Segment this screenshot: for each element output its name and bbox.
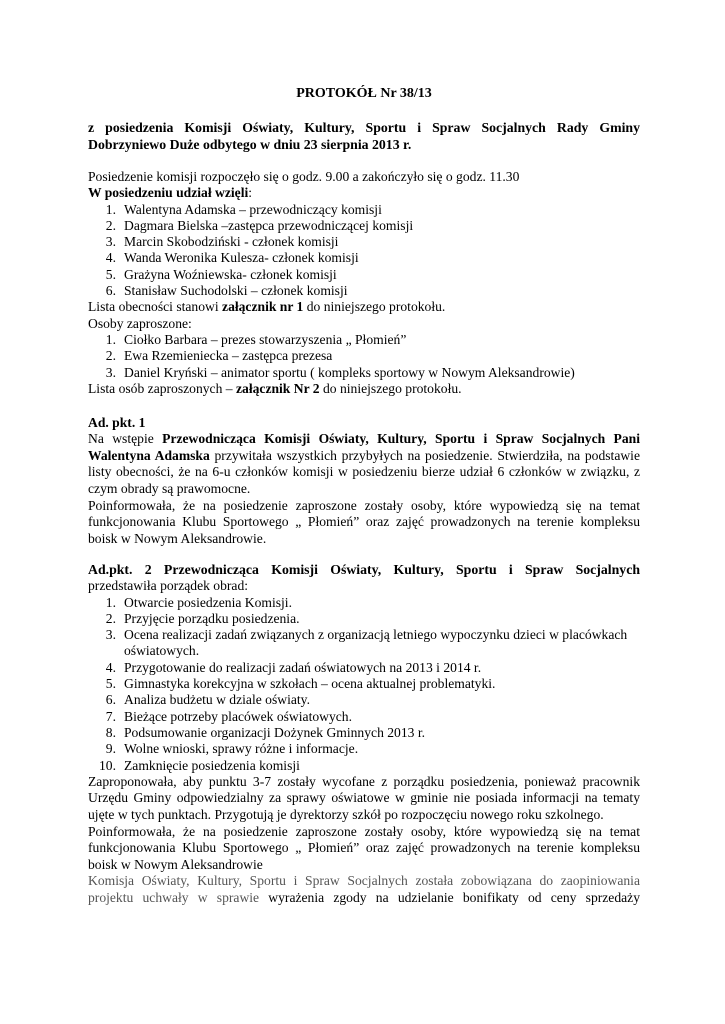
list-item-text: Grażyna Woźniewska- członek komisji — [124, 266, 337, 282]
list-item-text: Ocena realizacji zadań związanych z organizacją letniego wypoczynku dzieci w placówkach oświatowych. — [124, 627, 628, 659]
invited-list-post: do niniejszego protokołu. — [319, 380, 462, 396]
list-item-text: Przyjęcie porządku posiedzenia. — [124, 610, 300, 626]
list-item — [88, 283, 640, 299]
list-item — [88, 709, 640, 725]
participants-heading-line — [88, 185, 640, 201]
list-number: 9. — [105, 741, 116, 757]
list-item-text: Wanda Weronika Kulesza- członek komisji — [124, 250, 359, 266]
list-number: 2. — [105, 217, 116, 233]
list-number: 3. — [105, 234, 116, 250]
list-item-text: Ewa Rzemieniecka – zastępca prezesa — [124, 348, 333, 364]
ad-pkt-2-heading-rest: Przewodnicząca Komisji Oświaty, Kultury, Sportu i Spraw Socjalnych — [151, 562, 640, 577]
attendance-post: do niniejszego protokołu. — [303, 299, 446, 315]
ad-pkt-1-p1-bold: Przewodnicząca Komisji Oświaty, Kultury, Sportu i Spraw Socjalnych Pani Walentyna Adamska — [88, 431, 640, 463]
list-number: 1. — [105, 594, 116, 610]
attendance-line — [88, 299, 640, 315]
ad-pkt-2-paragraph-3 — [88, 873, 640, 906]
ad-pkt-2-heading-line — [88, 562, 640, 578]
meeting-time: Posiedzenie komisji rozpoczęło się o godz. 9.00 a zakończyło się o godz. 11.30 — [88, 169, 520, 184]
ad-pkt-2-p3-dark: wyrażenia zgody na udzielanie bonifikaty od ceny sprzedaży — [268, 890, 640, 906]
list-item-text: Otwarcie posiedzenia Komisji. — [124, 594, 292, 610]
ad-pkt-2-paragraph-1: Zaproponowała, aby punktu 3-7 zostały wycofane z porządku posiedzenia, ponieważ pracownik Urzędu Gminy odpowiedzialny za sprawy oświatowe w gminie nie posiada informacji na tematy ujęte w tych punktach. Przygotują je dyrektorzy szkół po rozpoczęciu nowego roku szkolnego. — [88, 773, 640, 823]
list-item-text: Ciołko Barbara – prezes stowarzyszenia „ Płomień” — [124, 331, 407, 347]
list-number: 7. — [105, 708, 116, 724]
list-item — [88, 627, 640, 660]
list-item — [88, 332, 640, 348]
list-number: 2. — [105, 610, 116, 626]
invited-list-pre: Lista osób zaproszonych – — [88, 380, 236, 396]
ad-pkt-1-p1-post: przywitała wszystkich przybyłych na posiedzenie. Stwierdziła, na podstawie listy obecności, że na 6-u członków komisji w posiedzeniu bierze udział 6 członków w związku, z czym obrady są prawomocne. — [88, 447, 640, 497]
list-item — [88, 725, 640, 741]
list-item-text: Gimnastyka korekcyjna w szkołach – ocena aktualnej problematyki. — [124, 676, 496, 692]
list-item — [88, 365, 640, 381]
invited-list-line — [88, 381, 640, 397]
list-item-text: Walentyna Adamska – przewodniczący komisji — [124, 201, 382, 217]
list-number: 4. — [105, 659, 116, 675]
list-item-text: Podsumowanie organizacji Dożynek Gminnych 2013 r. — [124, 724, 426, 740]
list-item-text: Dagmara Bielska –zastępca przewodniczącej komisji — [124, 217, 414, 233]
list-item-text: Bieżące potrzeby placówek oświatowych. — [124, 708, 352, 724]
list-number: 1. — [105, 331, 116, 347]
list-number: 3. — [105, 364, 116, 380]
list-item — [88, 660, 640, 676]
list-item — [88, 758, 640, 774]
list-number: 6. — [105, 692, 116, 708]
invited-list-attachment: załącznik Nr 2 — [236, 380, 320, 396]
ad-pkt-1-paragraph-1 — [88, 431, 640, 497]
attendance-pre: Lista obecności stanowi — [88, 299, 223, 315]
document-subtitle: z posiedzenia Komisji Oświaty, Kultury, Sportu i Spraw Socjalnych Rady Gminy Dobrzyniewo Duże odbytego w dniu 23 sierpnia 2013 r. — [88, 120, 640, 152]
invited-heading: Osoby zaproszone: — [88, 315, 192, 331]
list-item-text: Przygotowanie do realizacji zadań oświatowych na 2013 i 2014 r. — [124, 659, 482, 675]
list-item — [88, 348, 640, 364]
ad-pkt-1-p1-pre: Na wstępie — [88, 431, 163, 447]
list-item — [88, 595, 640, 611]
list-item-text: Wolne wnioski, sprawy różne i informacje. — [124, 741, 359, 757]
list-item — [88, 692, 640, 708]
list-item — [88, 741, 640, 757]
list-item — [88, 218, 640, 234]
list-item-text: Daniel Kryński – animator sportu ( kompleks sportowy w Nowym Aleksandrowie) — [124, 364, 575, 380]
list-number: 10. — [99, 757, 116, 773]
meeting-info-section — [88, 169, 640, 397]
ad-pkt-2-intro: przedstawiła porządek obrad: — [88, 578, 249, 594]
list-item — [88, 250, 640, 266]
list-item — [88, 611, 640, 627]
list-item-text: Analiza budżetu w dziale oświaty. — [124, 692, 310, 708]
list-number: 3. — [105, 627, 116, 643]
ad-pkt-2-p3-gray: Komisja Oświaty, Kultury, Sportu i Spraw Socjalnych została zobowiązana do zaopiniowania projektu uchwały w sprawie — [88, 873, 640, 906]
list-number: 5. — [105, 676, 116, 692]
ad-pkt-2-paragraph-2: Poinformowała, że na posiedzenie zaproszone zostały osoby, które wypowiedzą się na temat funkcjonowania Klubu Sportowego „ Płomień” oraz zajęć prowadzonych na terenie kompleksu boisk w Nowym Aleksandrowie — [88, 823, 640, 872]
list-item — [88, 202, 640, 218]
list-item — [88, 267, 640, 283]
list-number: 6. — [105, 283, 116, 299]
list-item-text: Zamknięcie posiedzenia komisji — [124, 757, 300, 773]
list-item-text: Stanisław Suchodolski – członek komisji — [124, 283, 348, 299]
ad-pkt-1-section — [88, 415, 640, 547]
list-number: 1. — [105, 201, 116, 217]
participants-list — [88, 202, 640, 300]
list-item-text: Marcin Skobodziński - członek komisji — [124, 234, 339, 250]
list-item — [88, 676, 640, 692]
agenda-list — [88, 595, 640, 774]
list-number: 2. — [105, 348, 116, 364]
list-number: 8. — [105, 724, 116, 740]
ad-pkt-1-heading: Ad. pkt. 1 — [88, 415, 146, 430]
list-number: 5. — [105, 266, 116, 282]
participants-heading-colon: : — [248, 185, 253, 201]
list-number: 4. — [105, 250, 116, 266]
attendance-attachment: załącznik nr 1 — [222, 299, 304, 315]
ad-pkt-2-section — [88, 562, 640, 907]
document-title: PROTOKÓŁ Nr 38/13 — [296, 86, 432, 101]
ad-pkt-2-heading: Ad.pkt. 2 — [88, 562, 152, 577]
invited-list — [88, 332, 640, 381]
ad-pkt-1-paragraph-2: Poinformowała, że na posiedzenie zaproszone zostały osoby, które wypowiedzą się na temat funkcjonowania Klubu Sportowego „ Płomień” oraz zajęć prowadzonych na terenie kompleksu boisk w Nowym Aleksandrowie. — [88, 497, 640, 546]
participants-heading: W posiedzeniu udział wzięli — [88, 185, 249, 201]
list-item — [88, 234, 640, 250]
